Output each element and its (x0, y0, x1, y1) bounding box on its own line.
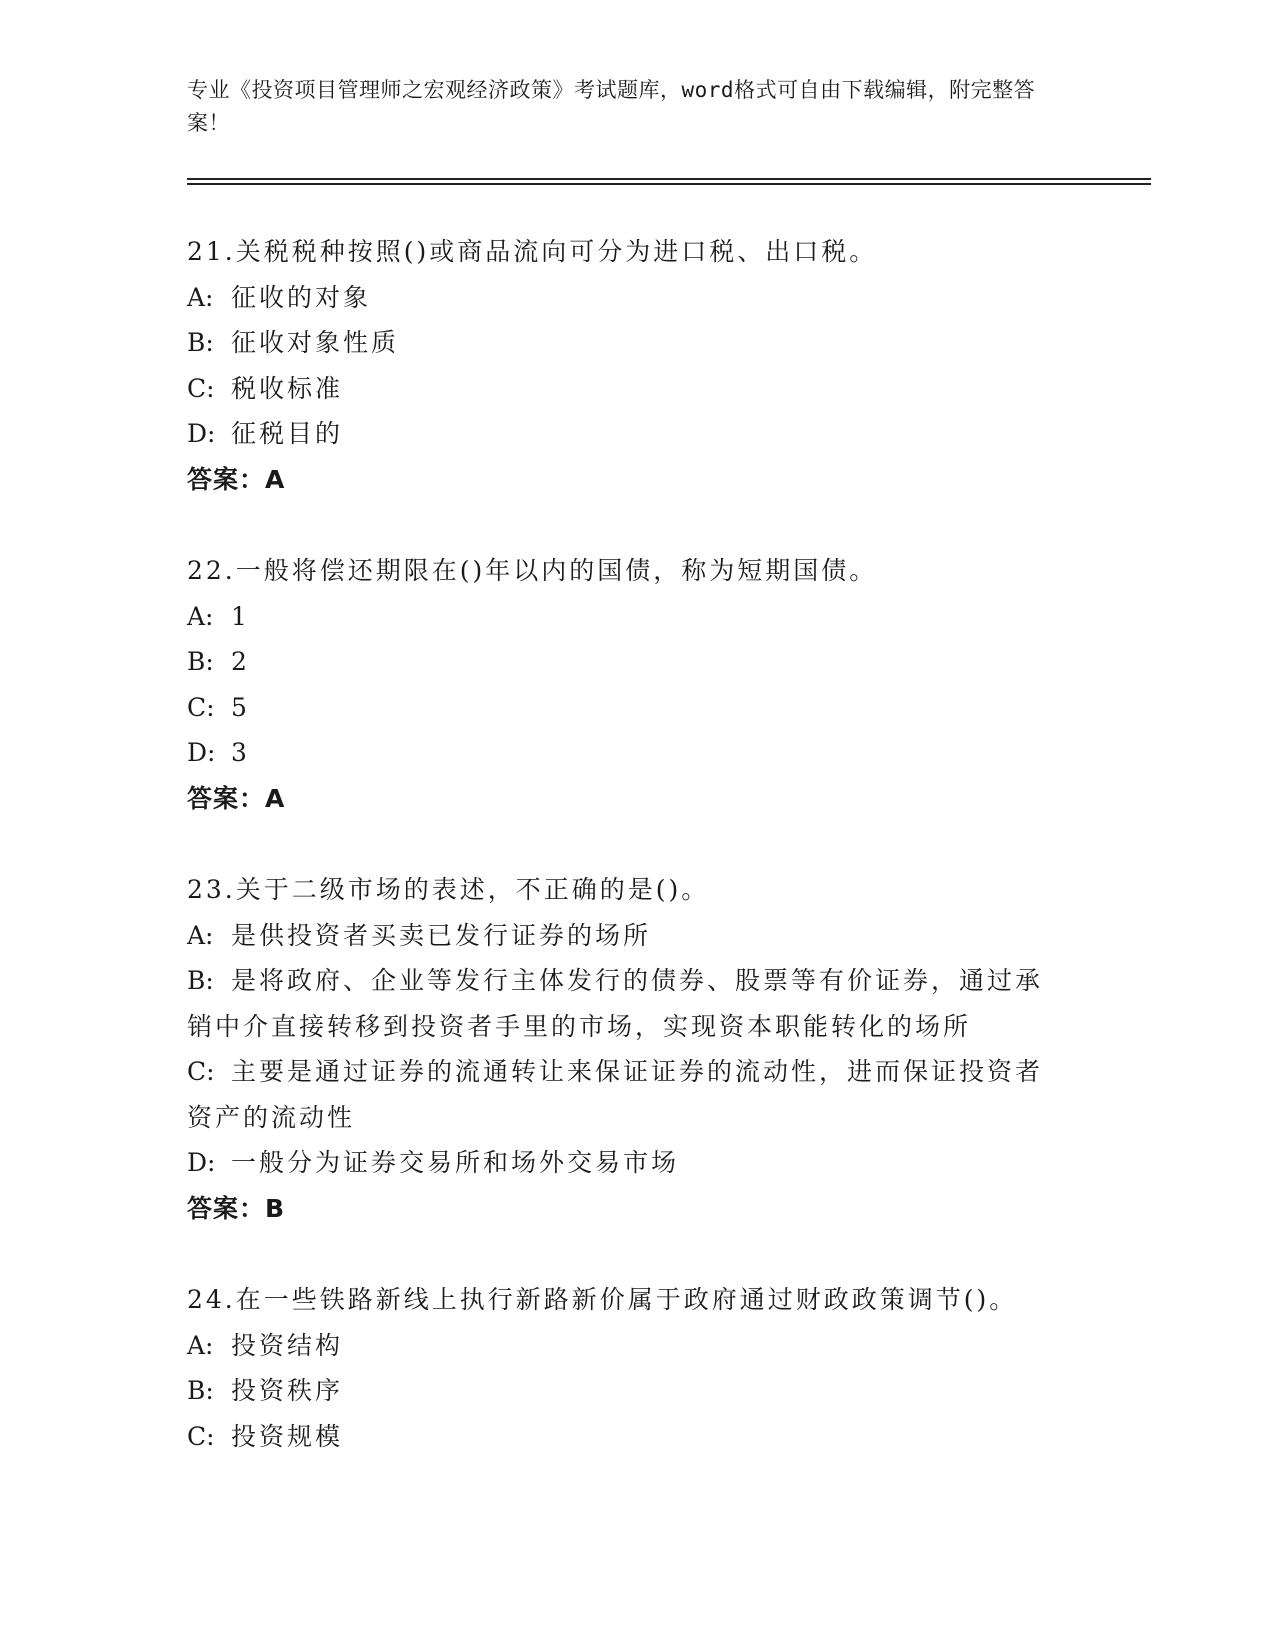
option-text: 1 (231, 601, 250, 631)
option-d (187, 1140, 1067, 1186)
option-prefix: C: (187, 373, 215, 403)
option-text: 征税目的 (231, 419, 344, 448)
option-text: 是将政府、企业等发行主体发行的债券、股票等有价证券，通过承销中介直接转移到投资者手里的市场，实现资本职能转化的场所 (187, 966, 1044, 1041)
question-22 (187, 548, 1147, 821)
option-a (187, 275, 1067, 321)
option-prefix: A: (187, 601, 214, 631)
question-23 (187, 867, 1147, 1231)
option-a (187, 1323, 1067, 1369)
answer-line: 答案：B (187, 1193, 286, 1223)
option-text: 税收标准 (231, 373, 344, 403)
option-text: 投资秩序 (231, 1376, 344, 1405)
option-text: 主要是通过证券的流通转让来保证证券的流动性，进而保证投资者资产的流动性 (187, 1057, 1044, 1132)
question-stem: 22.一般将偿还期限在()年以内的国债，称为短期国债。 (187, 556, 878, 585)
document-page (187, 74, 1147, 1505)
option-text: 征收的对象 (231, 282, 372, 312)
question-list (187, 229, 1147, 1459)
option-c (187, 1049, 1067, 1140)
option-prefix: B: (187, 647, 214, 676)
option-text: 一般分为证券交易所和场外交易市场 (231, 1148, 680, 1177)
option-a (187, 913, 1067, 959)
option-prefix: C: (187, 692, 215, 722)
option-c (187, 1414, 1067, 1460)
option-text: 投资结构 (231, 1330, 344, 1360)
answer-line: 答案：A (187, 464, 286, 494)
option-b (187, 958, 1067, 1049)
option-prefix: A: (187, 282, 214, 312)
question-stem: 24.在一些铁路新线上执行新路新价属于政府通过财政政策调节()。 (187, 1285, 1018, 1314)
question-stem: 23.关于二级市场的表述，不正确的是()。 (187, 875, 710, 904)
option-d (187, 730, 1067, 776)
option-prefix: B: (187, 328, 214, 357)
question-stem: 21.关税税种按照()或商品流向可分为进口税、出口税。 (187, 237, 878, 266)
option-prefix: D: (187, 738, 216, 767)
option-text: 3 (231, 738, 250, 767)
option-b (187, 639, 1067, 685)
question-24 (187, 1277, 1147, 1459)
option-c (187, 366, 1067, 412)
option-prefix: B: (187, 1376, 214, 1405)
question-21 (187, 229, 1147, 502)
option-text: 投资规模 (231, 1421, 344, 1451)
option-text: 是供投资者买卖已发行证券的场所 (231, 920, 652, 950)
option-prefix: A: (187, 920, 214, 950)
option-b (187, 320, 1067, 366)
header-double-rule (187, 178, 1151, 185)
option-text: 5 (231, 692, 250, 722)
option-prefix: C: (187, 1421, 215, 1451)
option-b (187, 1368, 1067, 1414)
option-a (187, 594, 1067, 640)
answer-line: 答案：A (187, 783, 286, 813)
option-text: 2 (231, 647, 250, 676)
option-d (187, 411, 1067, 457)
option-prefix: B: (187, 966, 214, 995)
document-header: 专业《投资项目管理师之宏观经济政策》考试题库，word格式可自由下载编辑，附完整答案！ (187, 78, 1036, 135)
option-prefix: A: (187, 1330, 214, 1360)
option-prefix: C: (187, 1057, 215, 1086)
option-prefix: D: (187, 419, 216, 448)
option-prefix: D: (187, 1148, 216, 1177)
option-c (187, 685, 1067, 731)
option-text: 征收对象性质 (231, 328, 400, 357)
